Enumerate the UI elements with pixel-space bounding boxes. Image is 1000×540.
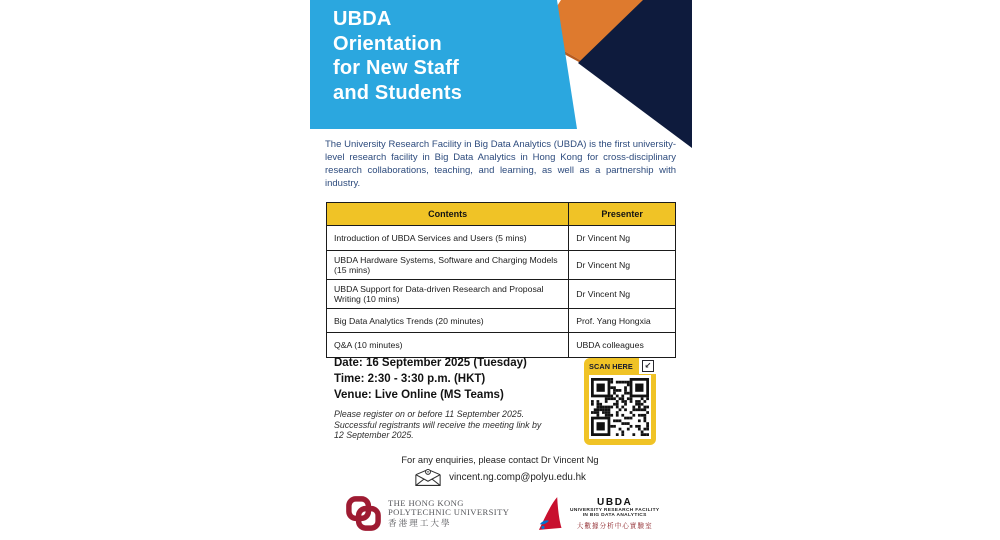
- contents-cell: Q&A (10 minutes): [327, 333, 569, 358]
- contact-line: For any enquiries, please contact Dr Vincent Ng: [401, 455, 599, 465]
- ubda-orientation-poster: [300, 0, 700, 540]
- title-line-3: for New Staff: [333, 57, 459, 79]
- contact-email: vincent.ng.comp@polyu.edu.hk: [449, 472, 586, 483]
- table-row: [327, 309, 676, 333]
- event-time: Time: 2:30 - 3:30 p.m. (HKT): [334, 373, 486, 385]
- agenda-header-contents: Contents: [327, 203, 569, 226]
- agenda-table: [326, 202, 676, 358]
- ubda-sub-line-1: UNIVERSITY RESEARCH FACILITY: [570, 507, 660, 513]
- table-row: [327, 251, 676, 280]
- polyu-name-line-1: THE HONG KONG: [388, 497, 464, 508]
- qr-widget: [584, 358, 656, 445]
- polyu-logo: [345, 495, 509, 532]
- down-left-arrow-icon: ↙: [644, 361, 652, 370]
- event-venue: Venue: Live Online (MS Teams): [334, 389, 504, 401]
- note-line-1: Please register on or before 11 September 2025.: [334, 409, 525, 419]
- polyu-name-chinese: 香港理工大學: [388, 518, 452, 529]
- contents-cell: Introduction of UBDA Services and Users (5 mins): [327, 226, 569, 251]
- envelope-icon: [414, 468, 442, 487]
- agenda-header-row: [327, 203, 676, 226]
- table-row: [327, 226, 676, 251]
- note-line-2: Successful registrants will receive the meeting link by: [334, 419, 542, 430]
- ubda-mark-icon: [537, 495, 562, 532]
- ubda-chinese: 大數據分析中心實驗室: [576, 523, 653, 531]
- arrow-box: [642, 360, 654, 372]
- ubda-sub-line-2: IN BIG DATA ANALYTICS: [582, 513, 647, 519]
- polyu-name-line-2: POLYTECHNIC UNIVERSITY: [388, 507, 510, 517]
- contents-cell: UBDA Hardware Systems, Software and Charging Models (15 mins): [327, 251, 569, 280]
- qr-code-icon: [591, 378, 649, 436]
- agenda-header-presenter: Presenter: [569, 203, 676, 226]
- presenter-cell: Dr Vincent Ng: [569, 226, 676, 251]
- contents-cell: UBDA Support for Data-driven Research and Proposal Writing (10 mins): [327, 280, 569, 309]
- title-line-4: and Students: [333, 81, 463, 104]
- polyu-wordmark: [388, 499, 509, 529]
- title-line-2: Orientation: [333, 32, 442, 55]
- ubda-logo: [537, 495, 659, 532]
- ubda-wordmark: [570, 497, 659, 531]
- poster-title: [333, 7, 462, 105]
- note-line-3: 12 September 2025.: [334, 430, 414, 441]
- ubda-name: UBDA: [597, 496, 633, 508]
- presenter-cell: Prof. Yang Hongxia: [569, 309, 676, 333]
- intro-paragraph: The University Research Facility in Big Data Analytics (UBDA) is the first university-level research facility in Big Data Analytics in Hong Kong for cross-disciplinary research collaborations, teaching, and learning, as well as a partnership with industry.: [325, 139, 676, 189]
- event-date: Date: 16 September 2025 (Tuesday): [334, 357, 527, 369]
- contents-cell: Big Data Analytics Trends (20 minutes): [327, 309, 569, 333]
- table-row: [327, 333, 676, 358]
- qr-code-box: [589, 375, 651, 439]
- event-details: [334, 355, 527, 403]
- presenter-cell: Dr Vincent Ng: [569, 280, 676, 309]
- scan-here-label: SCAN HERE: [589, 362, 633, 371]
- presenter-cell: UBDA colleagues: [569, 333, 676, 358]
- title-line-1: UBDA: [333, 8, 392, 30]
- table-row: [327, 280, 676, 309]
- presenter-cell: Dr Vincent Ng: [569, 251, 676, 280]
- registration-note: [334, 409, 541, 441]
- email-row: [300, 468, 700, 487]
- polyu-emblem-icon: [345, 495, 382, 532]
- logos-row: [300, 493, 700, 537]
